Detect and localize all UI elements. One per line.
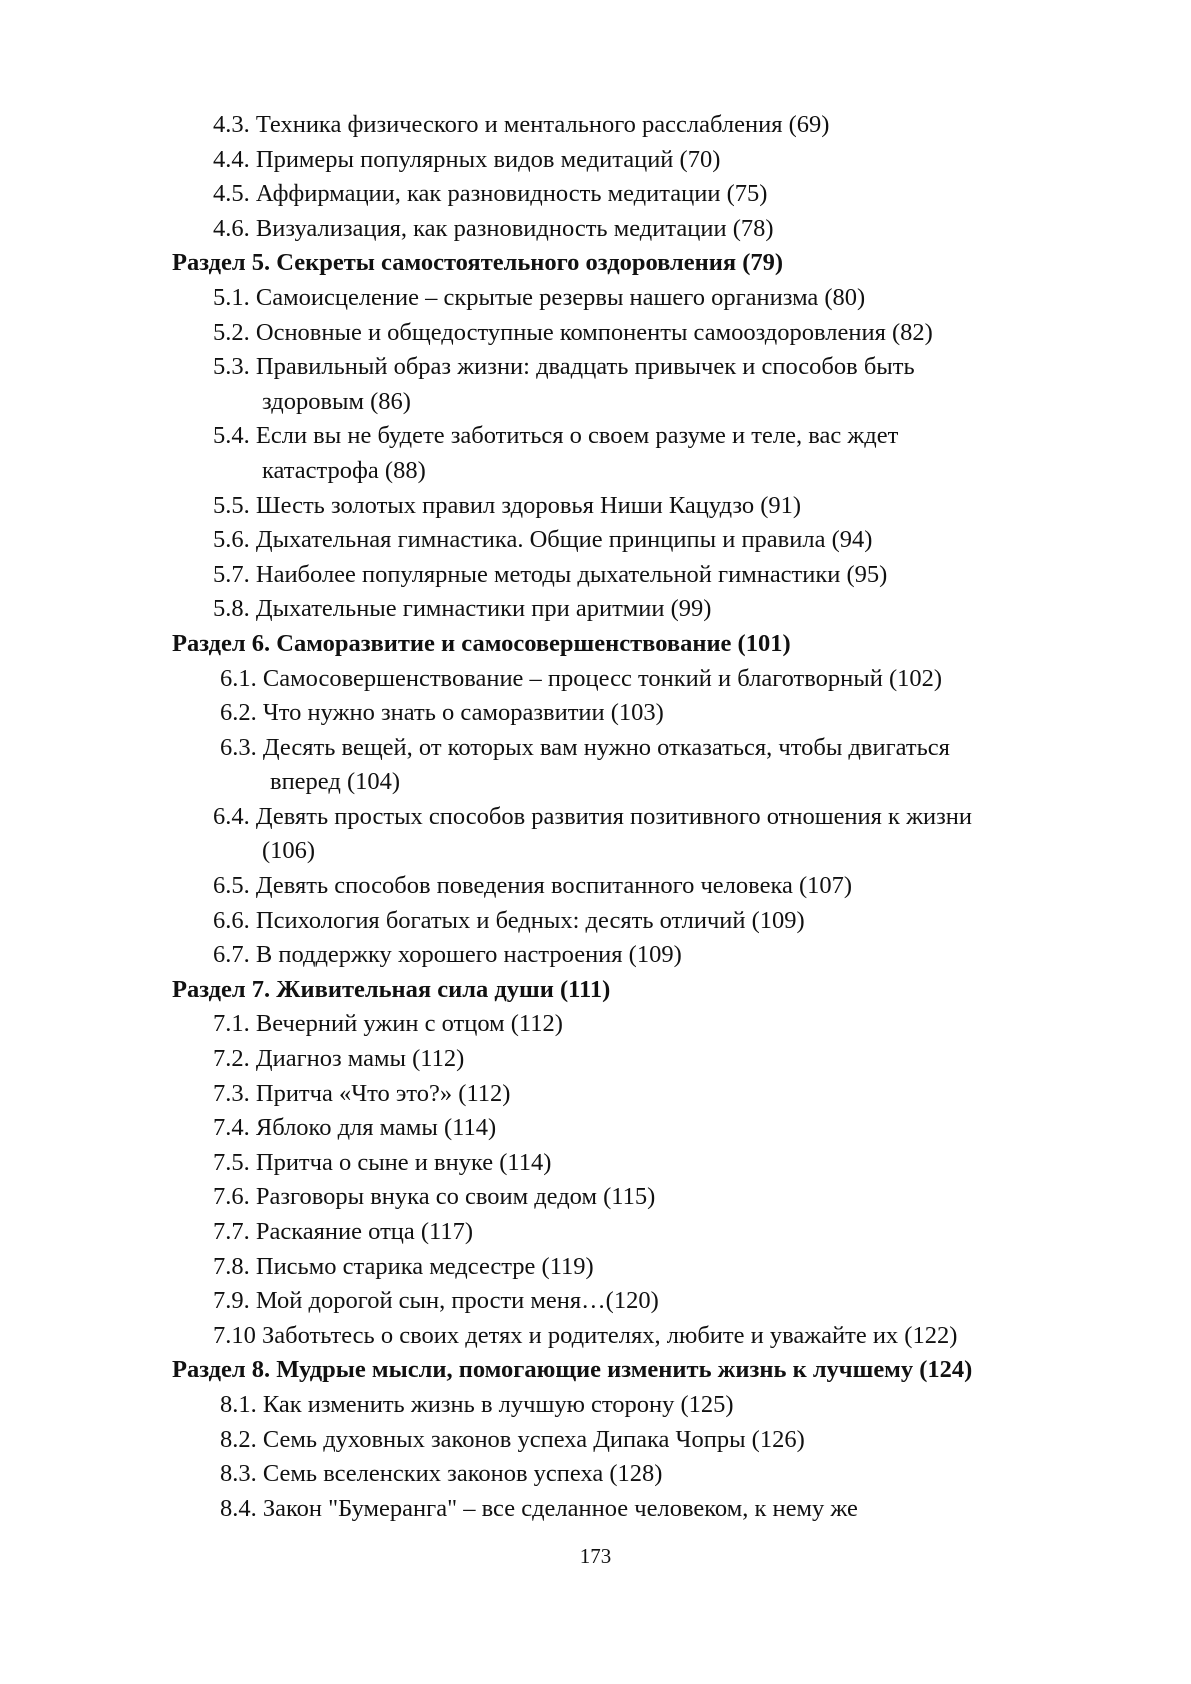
toc-entry: 5.8. Дыхательные гимнастики при аритмии (99) — [213, 595, 712, 623]
toc-entry: 8.3. Семь вселенских законов успеха (128) — [220, 1460, 663, 1488]
toc-entry: 6.3. Десять вещей, от которых вам нужно отказаться, чтобы двигаться — [220, 733, 950, 761]
toc-entry: 4.5. Аффирмации, как разновидность медитации (75) — [213, 180, 768, 208]
toc-entry: 7.5. Притча о сыне и внуке (114) — [213, 1148, 552, 1176]
toc-entry: 5.4. Если вы не будете заботиться о своем разуме и теле, вас ждет — [213, 422, 899, 450]
toc-section-heading: Раздел 5. Секреты самостоятельного оздоровления (79) — [172, 249, 784, 277]
toc-entry: 8.1. Как изменить жизнь в лучшую сторону (125) — [220, 1390, 734, 1418]
toc-entry: 7.7. Раскаяние отца (117) — [213, 1218, 474, 1245]
toc-section-heading: Раздел 6. Саморазвитие и самосовершенствование (101) — [172, 629, 791, 657]
toc-entry: 5.1. Самоисцеление – скрытые резервы нашего организма (80) — [213, 283, 866, 311]
toc-entry: 4.4. Примеры популярных видов медитаций (70) — [213, 145, 721, 173]
toc-entry: 5.6. Дыхательная гимнастика. Общие принципы и правила (94) — [213, 526, 873, 554]
toc-entry: 7.6. Разговоры внука со своим дедом (115) — [213, 1183, 656, 1211]
table-of-contents — [0, 108, 1191, 1526]
toc-entry-continuation: вперед (104) — [270, 768, 401, 796]
toc-entry: 8.4. Закон "Бумеранга" – все сделанное человеком, к нему же — [220, 1494, 858, 1522]
toc-entry-continuation: здоровым (86) — [262, 387, 411, 415]
toc-entry: 5.3. Правильный образ жизни: двадцать привычек и способов быть — [213, 353, 915, 381]
toc-entry: 7.8. Письмо старика медсестре (119) — [213, 1252, 594, 1280]
toc-entry: 7.2. Диагноз мамы (112) — [213, 1045, 465, 1073]
toc-section-heading: Раздел 8. Мудрые мысли, помогающие изменить жизнь к лучшему (124) — [172, 1356, 973, 1384]
toc-entry: 6.2. Что нужно знать о саморазвитии (103) — [220, 699, 664, 727]
page-number: 173 — [579, 1544, 612, 1568]
toc-entry: 5.5. Шесть золотых правил здоровья Ниши Кацудзо (91) — [213, 491, 802, 519]
toc-entry: 6.7. В поддержку хорошего настроения (109) — [213, 941, 682, 969]
toc-entry: 6.5. Девять способов поведения воспитанного человека (107) — [213, 872, 853, 900]
toc-entry: 6.6. Психология богатых и бедных: десять отличий (109) — [213, 906, 805, 934]
toc-entry: 6.1. Самосовершенствование – процесс тонкий и благотворный (102) — [220, 664, 943, 692]
toc-entry: 7.3. Притча «Что это?» (112) — [213, 1079, 511, 1107]
toc-entry: 4.6. Визуализация, как разновидность медитации (78) — [213, 214, 774, 242]
toc-entry: 7.9. Мой дорогой сын, прости меня…(120) — [213, 1287, 659, 1315]
toc-entry: 7.10 Заботьтесь о своих детях и родителях, любите и уважайте их (122) — [213, 1321, 958, 1349]
toc-entry-continuation: (106) — [262, 837, 316, 865]
toc-entry: 8.2. Семь духовных законов успеха Дипака Чопры (126) — [220, 1425, 805, 1453]
toc-entry: 7.1. Вечерний ужин с отцом (112) — [213, 1010, 563, 1038]
toc-entry-continuation: катастрофа (88) — [262, 456, 426, 484]
toc-entry: 5.7. Наиболее популярные методы дыхательной гимнастики (95) — [213, 560, 888, 588]
toc-entry: 5.2. Основные и общедоступные компоненты самооздоровления (82) — [213, 318, 933, 346]
toc-entry: 6.4. Девять простых способов развития позитивного отношения к жизни — [213, 802, 973, 830]
toc-entry: 4.3. Техника физического и ментального расслабления (69) — [213, 111, 830, 138]
toc-entry: 7.4. Яблоко для мамы (114) — [213, 1114, 497, 1142]
toc-section-heading: Раздел 7. Живительная сила души (111) — [172, 975, 611, 1003]
